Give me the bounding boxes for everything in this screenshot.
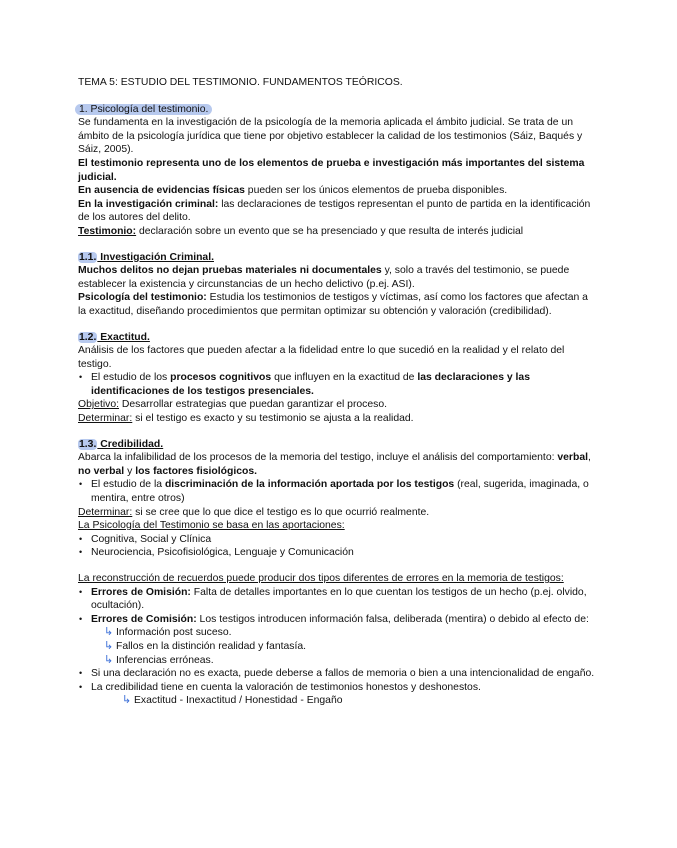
base-label: La Psicología del Testimonio se basa en las aportaciones: (78, 520, 345, 532)
s13-base (78, 519, 598, 533)
arrow-right-icon: ↳ (122, 694, 132, 707)
s1-paragraph-4-rest: las declaraciones de testigos representan el punto de partida en la identificación de los autores del delito. (78, 198, 591, 224)
section-1-3-heading (78, 438, 598, 452)
errors-list-2 (78, 667, 598, 694)
testimonio-definition: declaración sobre un evento que se ha presenciado y que resulta de interés judicial (136, 225, 524, 237)
section-1-2-heading (78, 331, 598, 345)
s1-paragraph-2-bold: El testimonio representa uno de los elementos de prueba e investigación más importantes del sistema judicial. (78, 157, 585, 183)
s11-paragraph-2 (78, 291, 598, 318)
s13-bullet-bold: discriminación de la información aportada por los testigos (164, 479, 455, 491)
s13-p1-physio: los factores fisiológicos. (135, 465, 258, 477)
objective-label: Objetivo: (78, 399, 120, 411)
errors-intro (78, 572, 598, 586)
omission-label: Errores de Omisión: (91, 586, 191, 598)
s12-paragraph-1: Análisis de los factores que pueden afectar a la fidelidad entre lo que sucedió en la realidad y el relato del testigo. (78, 345, 565, 370)
s11-paragraph-1-bold: Muchos delitos no dejan pruebas materiales ni documentales (78, 265, 382, 277)
determine-label-2: Determinar: (78, 506, 133, 518)
s1-paragraph-3-rest: pueden ser los únicos elementos de prueba disponibles. (244, 185, 508, 197)
s1-paragraph-3-bold: En ausencia de evidencias físicas (78, 185, 245, 197)
contributions-list (78, 533, 598, 560)
testimonio-term: Testimonio: (78, 225, 137, 237)
s1-paragraph-4-bold: En la investigación criminal: (78, 198, 219, 210)
sub-item-text: Exactitud - Inexactitud / Honestidad - Engaño (134, 695, 343, 707)
s12-bullet-bold: procesos cognitivos (170, 372, 272, 384)
section-1-2-number: 1.2. (79, 331, 97, 343)
s12-bullet-pre: El estudio de los (91, 372, 171, 384)
sub-item (78, 654, 598, 668)
errors-intro-text: La reconstrucción de recuerdos puede producir dos tipos diferentes de errores en la memoria de testigos: (78, 573, 564, 584)
s13-p1-noverbal: no verbal (78, 465, 125, 477)
sub-item-text: Información post suceso. (116, 627, 232, 639)
s13-bullet-list (78, 478, 598, 505)
s12-determine (78, 412, 598, 426)
objective-text: Desarrollar estrategias que puedan garantizar el proceso. (119, 399, 388, 411)
s13-p1-and: y (124, 465, 136, 477)
s11-paragraph-2-rest: Estudia los testimonios de testigos y víctimas, así como los factores que afectan a la exactitud, diseñando procedimientos que permitan optimizar su obtención y valoración (credibilidad). (78, 292, 588, 317)
arrow-right-icon: ↳ (104, 639, 114, 652)
s13-paragraph-1 (78, 451, 598, 478)
s11-paragraph-2-bold: Psicología del testimonio: (78, 292, 207, 304)
s11-paragraph-1 (78, 264, 598, 291)
document-page (78, 76, 598, 708)
section-1-3-number: 1.3. (79, 438, 97, 450)
section-1-1-heading (78, 251, 598, 265)
s1-paragraph-2 (78, 157, 598, 184)
sub-item (78, 640, 598, 654)
section-1-heading-highlight: 1. Psicología del testimonio. (75, 104, 212, 115)
section-1-1-title: Investigación Criminal. (97, 251, 214, 263)
s1-paragraph-3 (78, 184, 598, 198)
s13-p1-sep: , (588, 452, 591, 464)
determine-text: si el testigo es exacto y su testimonio se ajusta a la realidad. (132, 413, 414, 425)
list-item (78, 478, 598, 505)
list-item: • Neurociencia, Psicofisiológica, Lenguaje y Comunicación (78, 546, 598, 560)
s1-paragraph-4 (78, 198, 598, 225)
sub-item (78, 626, 598, 640)
s12-bullet-list (78, 371, 598, 398)
omission-text: Falta de detalles importantes en lo que cuentan los testigos de un hecho (p.ej. olvido, ocultación). (91, 586, 587, 612)
s13-p1-verbal: verbal (557, 452, 588, 464)
list-item: • La credibilidad tiene en cuenta la valoración de testimonios honestos y deshonestos. (78, 681, 598, 695)
section-1-1-number: 1.1. (79, 251, 97, 263)
list-item: • Cognitiva, Social y Clínica (78, 533, 598, 547)
commission-label: Errores de Comisión: (91, 613, 197, 625)
arrow-right-icon: ↳ (104, 653, 114, 666)
list-item (78, 586, 598, 613)
section-1-heading (78, 103, 598, 117)
s13-p1-pre: Abarca la infalibilidad de los procesos de la memoria del testigo, incluye el análisis del comportamiento: (78, 452, 558, 464)
s12-objective (78, 398, 598, 412)
s13-bullet-pre: El estudio de la (91, 479, 165, 491)
s13-bullet-rest: (real, sugerida, imaginada, o mentira, entre otros) (91, 479, 589, 505)
sub-item (78, 694, 598, 708)
s1-paragraph-1: Se fundamenta en la investigación de la psicología de la memoria aplicada el ámbito judicial. Se trata de un ámbito de la psicología jurídica que tiene por objetivo establecer la calidad de los testimonios (Sáiz, Baqués y Sáiz, 2005). (78, 117, 583, 156)
commission-text: Los testigos introducen información falsa, deliberada (mentira) o debido al efecto de: (196, 613, 589, 625)
s11-paragraph-1-rest: y, solo a través del testimonio, se puede establecer la existencia y circunstancias de un hecho delictivo (p.ej. ASI). (78, 265, 570, 290)
document-title: TEMA 5: ESTUDIO DEL TESTIMONIO. FUNDAMENTOS TEÓRICOS. (78, 77, 403, 88)
section-1-2-title: Exactitud. (97, 331, 150, 343)
determine-text-2: si se cree que lo que dice el testigo es lo que ocurrió realmente. (132, 506, 430, 518)
section-1-3-title: Credibilidad. (97, 438, 164, 450)
list-item (78, 371, 598, 398)
determine-label: Determinar: (78, 413, 133, 425)
s12-bullet-mid: que influyen en la exactitud de (271, 372, 418, 384)
errors-list (78, 586, 598, 627)
arrow-right-icon: ↳ (104, 626, 114, 639)
list-item (78, 613, 598, 627)
sub-item-text: Fallos en la distinción realidad y fantasía. (116, 640, 307, 652)
list-item: • Si una declaración no es exacta, puede deberse a fallos de memoria o bien a una intencionalidad de engaño. (78, 667, 598, 681)
s13-determine (78, 506, 598, 520)
sub-item-text: Inferencias erróneas. (116, 654, 214, 666)
s1-paragraph-5 (78, 225, 598, 239)
s12-bullet-bold-2: las declaraciones y las identificaciones de los testigos presenciales. (91, 372, 530, 397)
